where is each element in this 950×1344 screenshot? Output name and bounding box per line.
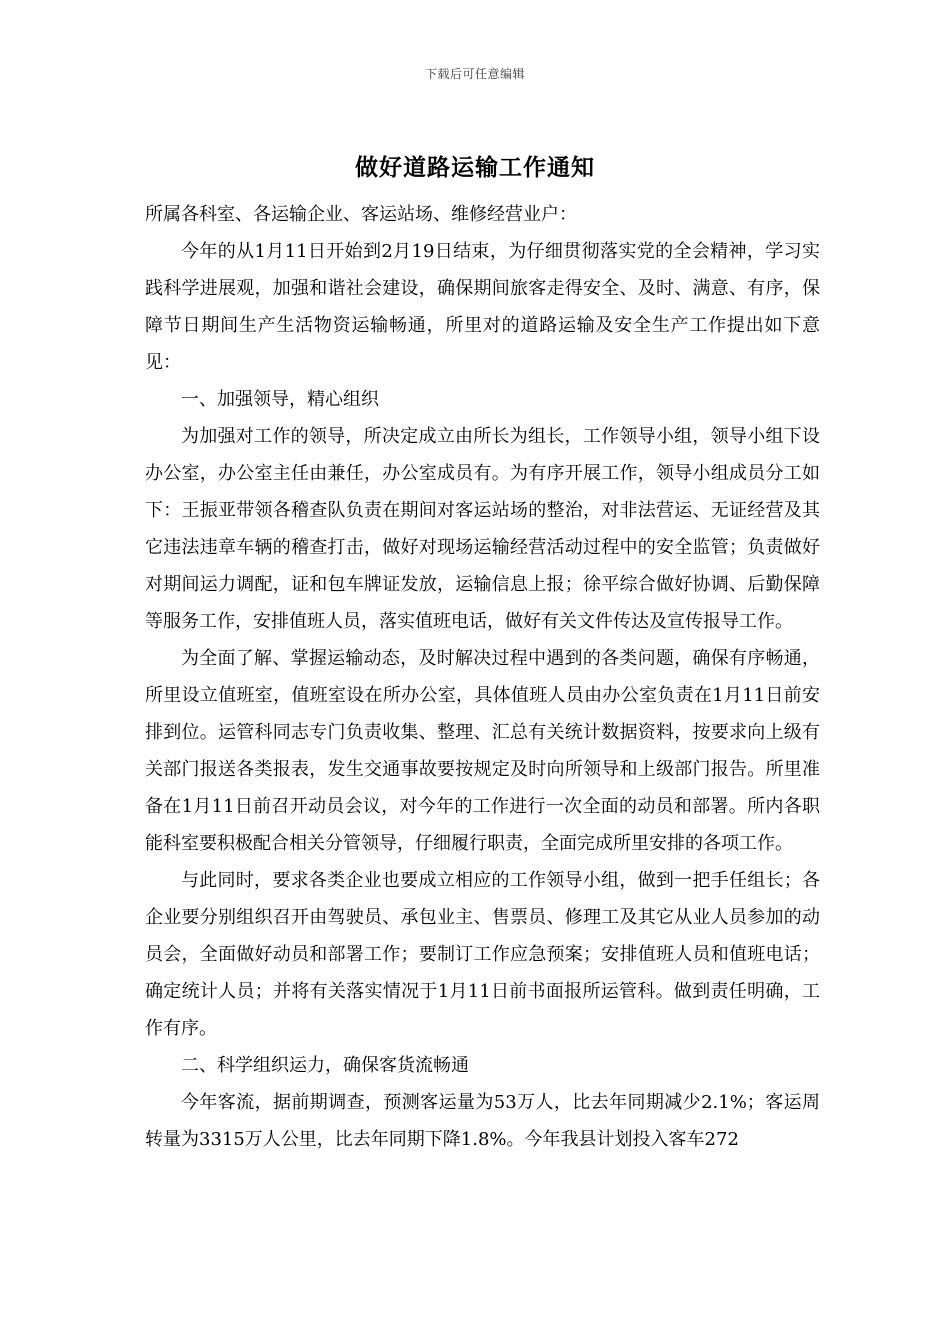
paragraph-leadership: 为加强对工作的领导，所决定成立由所长为组长，工作领导小组，领导小组下设办公室，办公室主任由兼任，办公室成员有。为有序开展工作，领导小组成员分工如下：王振亚带领各稽查队负责在期间对客运站场的整治，对非法营运、无证经营及其它违法违章车辆的稽查打击，做好对现场运输经营活动过程中的安全监管；负责做好对期间运力调配，证和包车牌证发放，运输信息上报；徐平综合做好协调、后勤保障等服务工作，安排值班人员，落实值班电话，做好有关文件传达及宣传报导工作。	[145, 426, 820, 632]
header-note: 下载后可任意编辑	[424, 67, 525, 81]
document-body	[145, 196, 820, 1158]
paragraph-enterprises: 与此同时，要求各类企业也要成立相应的工作领导小组，做到一把手任组长；各企业要分别组织召开由驾驶员、承包业主、售票员、修理工及其它从业人员参加的动员会，全面做好动员和部署工作；要制订工作应急预案；安排值班人员和值班电话；确定统计人员；并将有关落实情况于1月11日前书面报所运管科。做到责任明确，工作有序。	[145, 870, 820, 1039]
paragraph-passenger-flow: 今年客流，据前期调查，预测客运量为53万人，比去年同期减少2.1%；客运周转量为3315万人公里，比去年同期下降1.8%。今年我县计划投入客车272	[145, 1092, 820, 1150]
section-heading-1: 一、加强领导，精心组织	[181, 389, 379, 410]
section-heading-2: 二、科学组织运力，确保客货流畅通	[181, 1055, 469, 1076]
paragraph-duty-office: 为全面了解、掌握运输动态，及时解决过程中遇到的各类问题，确保有序畅通，所里设立值班室，值班室设在所办公室，具体值班人员由办公室负责在1月11日前安排到位。运管科同志专门负责收集、整理、汇总有关统计数据资料，按要求向上级有关部门报送各类报表，发生交通事故要按规定及时向所领导和上级部门报告。所里准备在1月11日前召开动员会议，对今年的工作进行一次全面的动员和部署。所内各职能科室要积极配合相关分管领导，仔细履行职责，全面完成所里安排的各项工作。	[145, 648, 820, 854]
page-title: 做好道路运输工作通知	[355, 154, 595, 181]
salutation: 所属各科室、各运输企业、客运站场、维修经营业户：	[145, 204, 577, 225]
paragraph-intro: 今年的从1月11日开始到2月19日结束，为仔细贯彻落实党的全会精神，学习实践科学进展观，加强和谐社会建设，确保期间旅客走得安全、及时、满意、有序，保障节日期间生产生活物资运输畅通，所里对的道路运输及安全生产工作提出如下意见：	[145, 241, 820, 373]
